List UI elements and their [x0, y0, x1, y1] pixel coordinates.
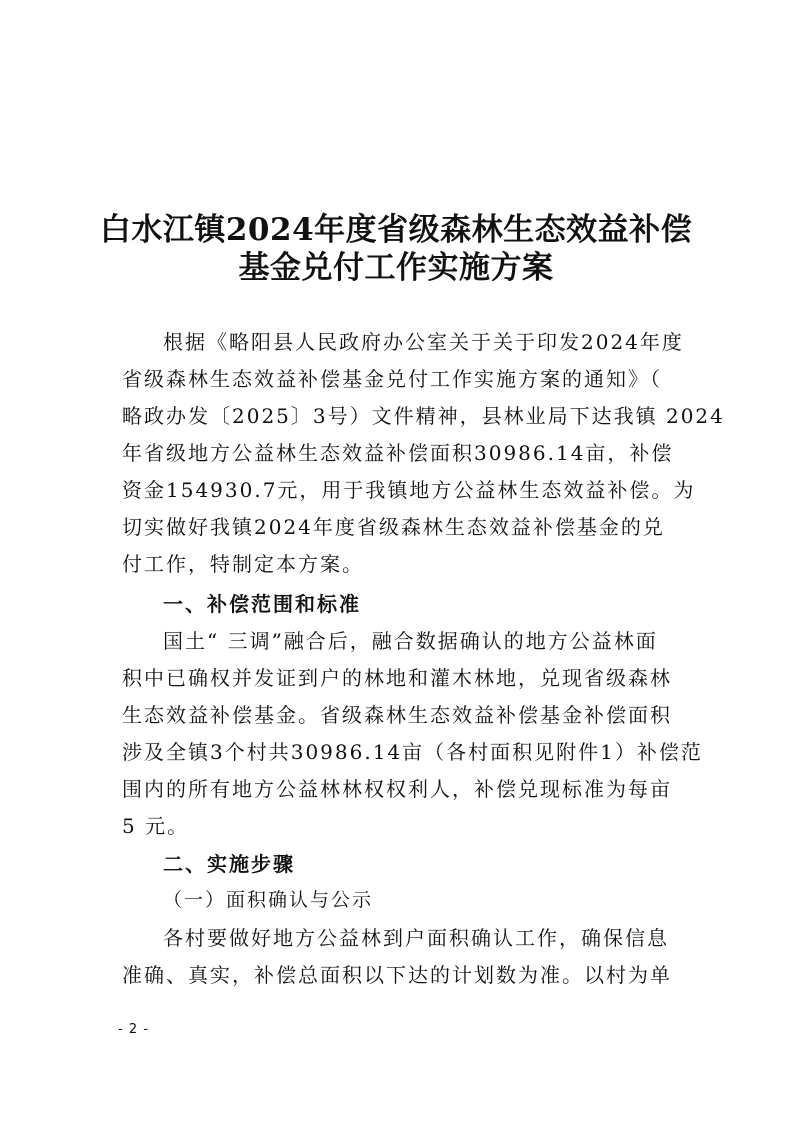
paragraph-3-line-1: 各村要做好地方公益林到户面积确认工作，确保信息: [163, 926, 669, 950]
paragraph-1-line-1: 根据《略阳县人民政府办公室关于关于印发2024年度: [163, 330, 684, 354]
subsection-heading-area-confirmation: （一）面积确认与公示: [163, 889, 374, 911]
document-title-line-1: 白水江镇2024年度省级森林生态效益补偿: [99, 212, 693, 248]
paragraph-2-line-2: 积中已确权并发证到户的林地和灌木林地，兑现省级森林: [122, 666, 672, 690]
paragraph-3-line-2: 准确、真实，补偿总面积以下达的计划数为准。以村为单: [122, 963, 672, 987]
document-title-line-2: 基金兑付工作实施方案: [238, 250, 554, 286]
section-heading-implementation-steps: 二、实施步骤: [163, 852, 295, 876]
paragraph-2-line-3: 生态效益补偿基金。省级森林生态效益补偿基金补偿面积: [122, 703, 672, 727]
paragraph-1-line-6: 切实做好我镇2024年度省级森林生态效益补偿基金的兑: [122, 515, 665, 539]
page-number: - 2 -: [118, 1022, 149, 1037]
paragraph-2-line-4: 涉及全镇3个村共30986.14亩（各村面积见附件1）补偿范: [122, 740, 703, 764]
paragraph-2-line-5: 围内的所有地方公益林林权权利人，补偿兑现标准为每亩: [122, 777, 672, 801]
paragraph-1-line-5: 资金154930.7元，用于我镇地方公益林生态效益补偿。为: [122, 478, 696, 502]
paragraph-1-line-3: 略政办发〔2025〕3号）文件精神，县林业局下达我镇 2024: [122, 404, 725, 428]
paragraph-1-line-7: 付工作，特制定本方案。: [122, 552, 364, 576]
paragraph-2-line-6: 5 元。: [122, 814, 190, 838]
paragraph-2-line-1: 国土“ 三调”融合后，融合数据确认的地方公益林面: [163, 629, 658, 653]
paragraph-1-line-2: 省级森林生态效益补偿基金兑付工作实施方案的通知》（: [122, 367, 662, 391]
paragraph-1-line-4: 年省级地方公益林生态效益补偿面积30986.14亩，补偿: [122, 441, 674, 465]
section-heading-compensation-scope: 一、补偿范围和标准: [163, 592, 361, 616]
